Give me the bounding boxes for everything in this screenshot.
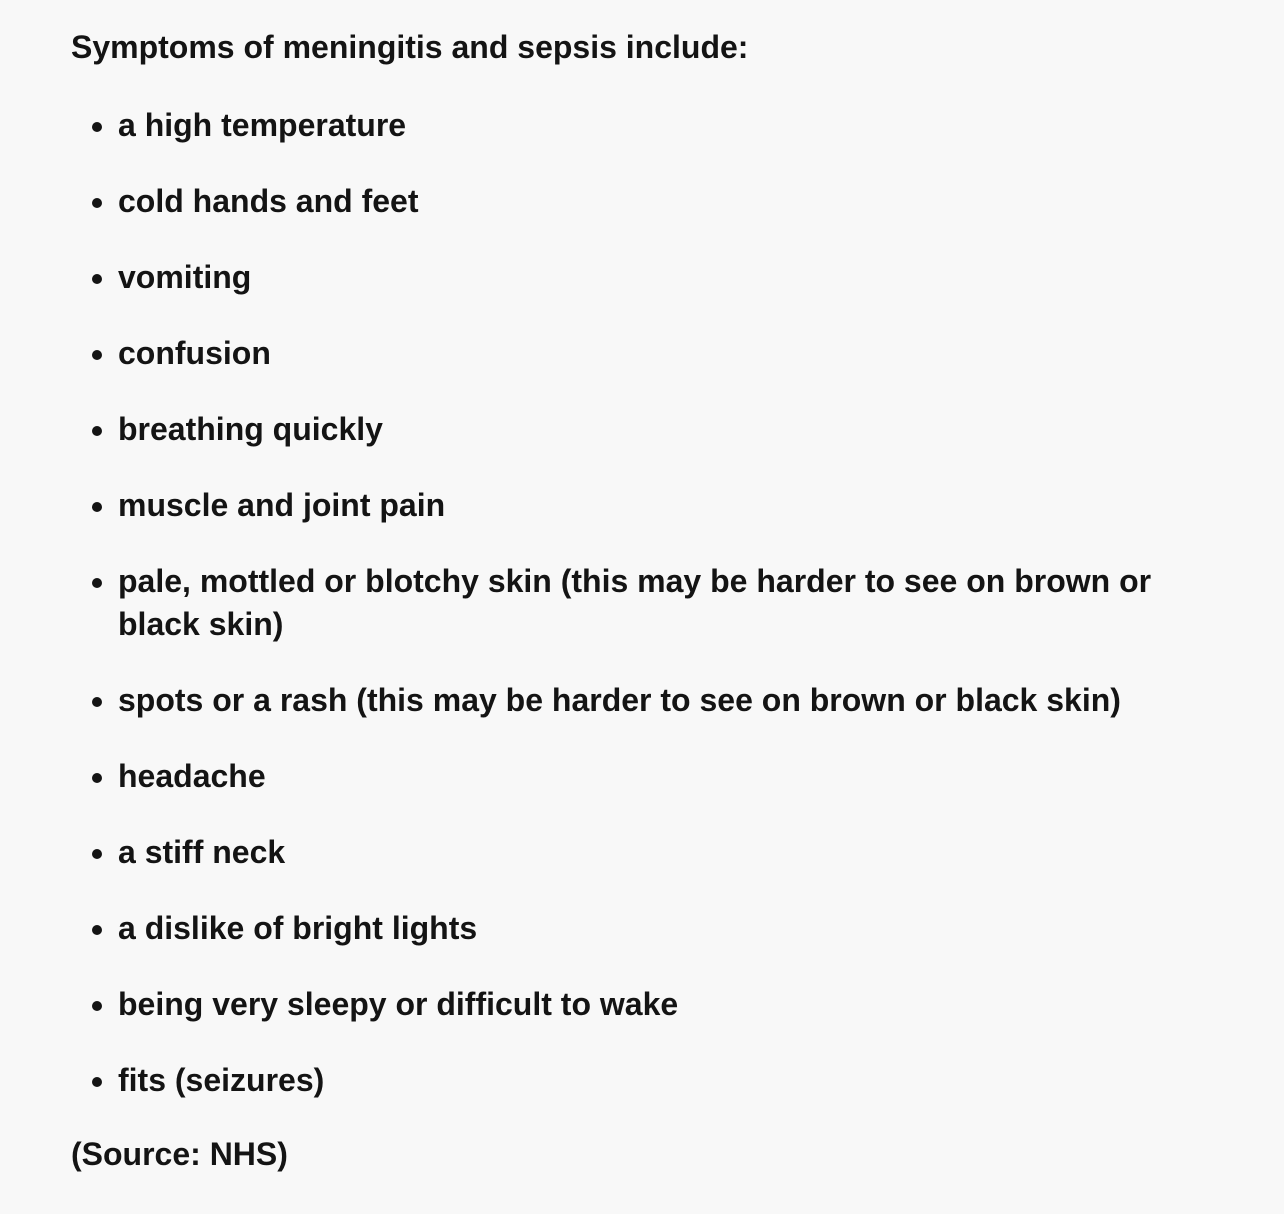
list-item (71, 332, 1238, 375)
bullet-icon (92, 697, 102, 707)
symptom-text: spots or a rash (this may be harder to see on brown or black skin) (118, 682, 1121, 718)
symptom-text: muscle and joint pain (118, 487, 446, 523)
symptom-text: headache (118, 758, 266, 794)
symptom-text: confusion (118, 335, 271, 371)
bullet-icon (92, 122, 102, 132)
symptom-text: being very sleepy or difficult to wake (118, 986, 679, 1022)
bullet-icon (92, 1077, 102, 1087)
bullet-icon (92, 773, 102, 783)
bullet-icon (92, 350, 102, 360)
intro-paragraph: Symptoms of meningitis and sepsis include: (71, 29, 749, 65)
source-attribution: (Source: NHS) (71, 1136, 288, 1172)
list-item (71, 408, 1238, 451)
list-item (71, 180, 1238, 223)
list-item (71, 983, 1238, 1026)
symptom-list (71, 104, 1241, 1135)
symptom-text: a dislike of bright lights (118, 910, 478, 946)
bullet-icon (92, 198, 102, 208)
symptom-text: vomiting (118, 259, 252, 295)
symptom-text: fits (seizures) (118, 1062, 325, 1098)
symptom-text: cold hands and feet (118, 183, 419, 219)
bullet-icon (92, 578, 102, 588)
list-item (71, 755, 1238, 798)
bullet-icon (92, 502, 102, 512)
list-item (71, 104, 1238, 147)
symptom-text: a stiff neck (118, 834, 286, 870)
bullet-icon (92, 426, 102, 436)
bullet-icon (92, 1001, 102, 1011)
bullet-icon (92, 274, 102, 284)
list-item (71, 256, 1238, 299)
bullet-icon (92, 925, 102, 935)
list-item (71, 484, 1238, 527)
list-item (71, 1059, 1238, 1102)
bullet-icon (92, 849, 102, 859)
symptom-text: pale, mottled or blotchy skin (this may be harder to see on brown or black skin) (118, 563, 1152, 642)
list-item (71, 907, 1238, 950)
list-item (71, 831, 1238, 874)
symptom-text: breathing quickly (118, 411, 383, 447)
list-item (71, 560, 1238, 646)
list-item (71, 679, 1238, 722)
symptom-text: a high temperature (118, 107, 407, 143)
